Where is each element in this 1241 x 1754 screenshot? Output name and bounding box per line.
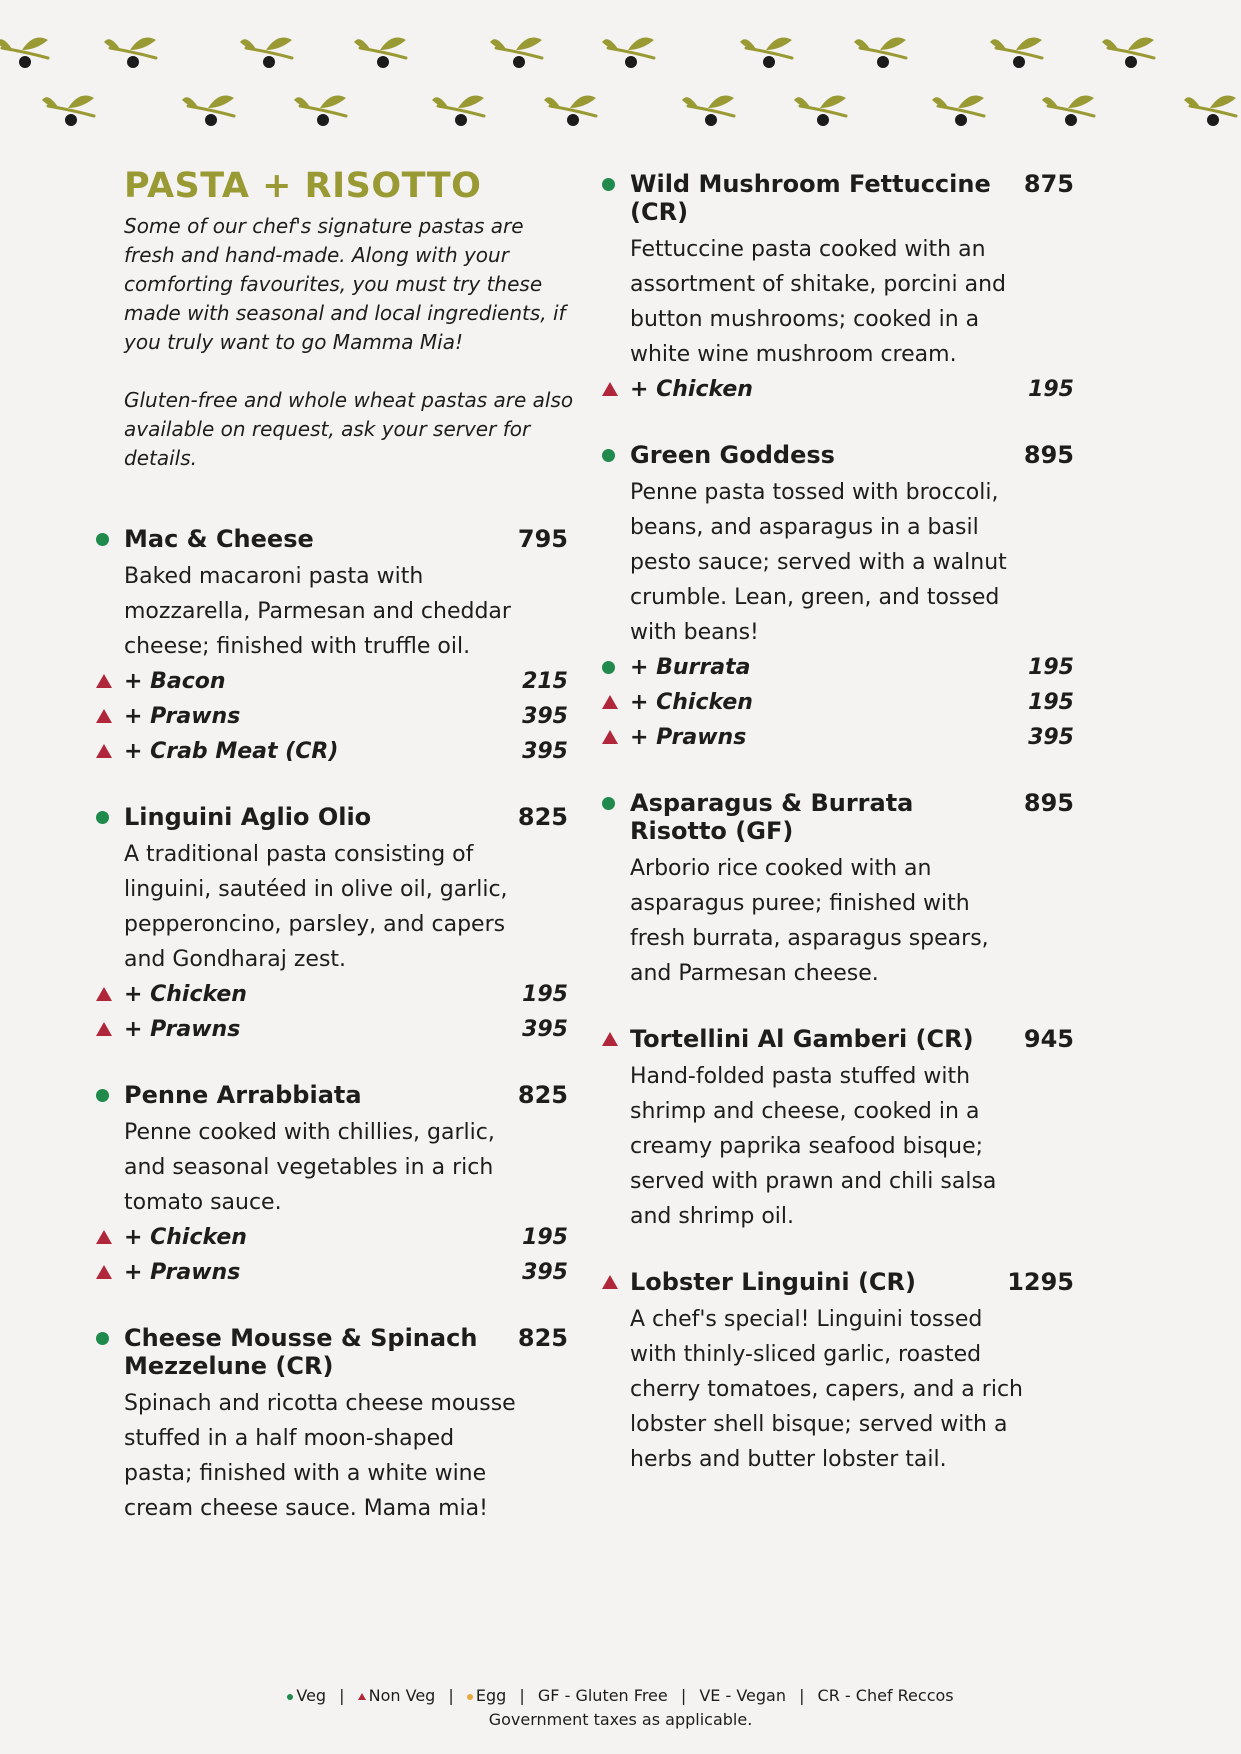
menu-item-price: 795 bbox=[517, 525, 568, 553]
menu-item-header bbox=[630, 1268, 1080, 1296]
addon-name: + Chicken bbox=[124, 982, 247, 1007]
olive-sprig-icon bbox=[432, 96, 484, 126]
menu-item-price: 1295 bbox=[1007, 1268, 1074, 1296]
veg-dot-icon bbox=[602, 449, 615, 462]
olive-sprig-icon bbox=[240, 38, 292, 68]
addon-price: 195 bbox=[1028, 690, 1074, 715]
olive-sprig-icon bbox=[1042, 96, 1094, 126]
addon-row bbox=[96, 664, 574, 699]
olive-sprig-icon bbox=[1102, 38, 1154, 68]
menu-item-name: Asparagus & Burrata Risotto (GF) bbox=[630, 789, 914, 845]
veg-dot-icon bbox=[96, 1089, 109, 1102]
legend-cr: CR - Chef Reccos bbox=[817, 1686, 954, 1705]
menu-item-price: 825 bbox=[517, 1324, 568, 1352]
menu-item-description: Fettuccine pasta cooked with an assortment of shitake, porcini and button mushrooms; cooked in a white wine mushroom cream. bbox=[630, 237, 1006, 367]
menu-item-header bbox=[124, 525, 574, 553]
addon-name: + Chicken bbox=[630, 377, 753, 402]
menu-item-description: Baked macaroni pasta with mozzarella, Parmesan and cheddar cheese; finished with truffle oil. bbox=[124, 564, 511, 659]
divider: | bbox=[339, 1686, 345, 1705]
nonveg-triangle-icon bbox=[96, 744, 112, 758]
olive-sprig-icon bbox=[740, 38, 792, 68]
addon-price: 395 bbox=[522, 1017, 568, 1042]
olive-sprig-icon bbox=[602, 38, 654, 68]
menu-item-header bbox=[630, 1025, 1080, 1053]
menu-item-description: Penne pasta tossed with broccoli, beans, and asparagus in a basil pesto sauce; served with a walnut crumble. Lean, green, and tossed with beans! bbox=[630, 480, 1007, 645]
olive-sprig-icon bbox=[544, 96, 596, 126]
menu-item bbox=[602, 170, 1080, 407]
addon-name: + Chicken bbox=[124, 1225, 247, 1250]
veg-dot-icon bbox=[96, 533, 109, 546]
menu-column-left bbox=[96, 166, 574, 1560]
menu-item-price: 945 bbox=[1023, 1025, 1074, 1053]
menu-item-name: Cheese Mousse & Spinach Mezzelune (CR) bbox=[124, 1324, 478, 1380]
veg-dot-icon bbox=[602, 178, 615, 191]
addon-row bbox=[96, 977, 574, 1012]
olive-sprig-icon bbox=[990, 38, 1042, 68]
olive-sprig-icon bbox=[354, 38, 406, 68]
menu-item-description: Hand-folded pasta stuffed with shrimp and cheese, cooked in a creamy paprika seafood bisque; served with prawn and chili salsa and shrimp oil. bbox=[630, 1064, 997, 1229]
addon-row bbox=[96, 1255, 574, 1290]
addon-price: 195 bbox=[1028, 377, 1074, 402]
legend-gf: GF - Gluten Free bbox=[537, 1686, 668, 1705]
addon-row bbox=[96, 1220, 574, 1255]
menu-item bbox=[602, 789, 1080, 991]
menu-item-price: 825 bbox=[517, 1081, 568, 1109]
menu-item bbox=[96, 525, 574, 769]
addon-price: 195 bbox=[522, 1225, 568, 1250]
veg-dot-icon bbox=[602, 661, 615, 674]
menu-item-description: A traditional pasta consisting of linguini, sautéed in olive oil, garlic, pepperoncino, parsley, and capers and Gondharaj zest. bbox=[124, 842, 508, 972]
addon-name: + Chicken bbox=[630, 690, 753, 715]
addon-row bbox=[602, 685, 1080, 720]
nonveg-triangle-icon bbox=[602, 1032, 618, 1046]
menu-item bbox=[602, 1268, 1080, 1477]
menu-item-name: Linguini Aglio Olio bbox=[124, 803, 372, 831]
nonveg-triangle-icon bbox=[96, 674, 112, 688]
olive-sprig-icon bbox=[182, 96, 234, 126]
nonveg-triangle-icon bbox=[96, 1230, 112, 1244]
olive-sprig-icon bbox=[682, 96, 734, 126]
menu-item-header bbox=[124, 1324, 574, 1380]
legend-nonveg: Non Veg bbox=[358, 1684, 436, 1708]
menu-item-header bbox=[630, 441, 1080, 469]
menu-item bbox=[602, 1025, 1080, 1234]
nonveg-triangle-icon bbox=[96, 1265, 112, 1279]
menu-item-name: Tortellini Al Gamberi (CR) bbox=[630, 1025, 974, 1053]
divider: | bbox=[680, 1686, 687, 1705]
egg-dot-icon bbox=[467, 1694, 473, 1700]
olive-sprig-icon bbox=[42, 96, 94, 126]
addon-price: 195 bbox=[522, 982, 568, 1007]
section-intro: Some of our chef's signature pastas are fresh and hand-made. Along with your comforting favourites, you must try these made with seasonal and local ingredients, if you truly want to go Mamma Mia! bbox=[124, 214, 566, 354]
menu-item-description: A chef's special! Linguini tossed with thinly-sliced garlic, roasted cherry tomatoes, capers, and a rich lobster shell bisque; served with a herbs and butter lobster tail. bbox=[630, 1307, 1023, 1472]
veg-dot-icon bbox=[96, 811, 109, 824]
olive-sprig-icon bbox=[104, 38, 156, 68]
menu-item-name: Mac & Cheese bbox=[124, 525, 314, 553]
dietary-legend bbox=[0, 1684, 1241, 1732]
veg-dot-icon bbox=[602, 797, 615, 810]
olive-sprig-icon bbox=[854, 38, 906, 68]
olive-sprig-icon bbox=[1184, 96, 1236, 126]
menu-item-description: Arborio rice cooked with an asparagus puree; finished with fresh burrata, asparagus spears, and Parmesan cheese. bbox=[630, 856, 989, 986]
legend-ve: VE - Vegan bbox=[699, 1686, 786, 1705]
section-title: PASTA + RISOTTO bbox=[124, 166, 482, 206]
addon-row bbox=[602, 720, 1080, 755]
menu-item-header bbox=[630, 789, 1080, 845]
menu-item-price: 825 bbox=[517, 803, 568, 831]
section-note: Gluten-free and whole wheat pastas are also available on request, ask your server for details. bbox=[124, 388, 574, 470]
olive-sprig-icon bbox=[294, 96, 346, 126]
addon-price: 215 bbox=[522, 669, 568, 694]
nonveg-triangle-icon bbox=[96, 709, 112, 723]
olive-sprig-icon bbox=[794, 96, 846, 126]
veg-dot-icon bbox=[96, 1332, 109, 1345]
addon-row bbox=[96, 1012, 574, 1047]
addon-row bbox=[602, 650, 1080, 685]
addon-name: + Burrata bbox=[630, 655, 751, 680]
addon-price: 395 bbox=[522, 704, 568, 729]
menu-item bbox=[96, 1081, 574, 1290]
addon-name: + Prawns bbox=[124, 704, 241, 729]
addon-name: + Crab Meat (CR) bbox=[124, 739, 339, 764]
addon-row bbox=[96, 699, 574, 734]
addon-row bbox=[96, 734, 574, 769]
addon-row bbox=[602, 372, 1080, 407]
menu-item-name: Lobster Linguini (CR) bbox=[630, 1268, 916, 1296]
menu-item-description: Spinach and ricotta cheese mousse stuffed in a half moon-shaped pasta; finished with a white wine cream cheese sauce. Mama mia! bbox=[124, 1391, 516, 1521]
addon-price: 195 bbox=[1028, 655, 1074, 680]
olive-sprig-icon bbox=[932, 96, 984, 126]
menu-item-name: Green Goddess bbox=[630, 441, 835, 469]
menu-item bbox=[96, 803, 574, 1047]
menu-item-header bbox=[124, 803, 574, 831]
nonveg-triangle-icon bbox=[602, 730, 618, 744]
addon-name: + Prawns bbox=[630, 725, 747, 750]
menu-item-name: Wild Mushroom Fettuccine (CR) bbox=[630, 170, 991, 226]
olive-sprig-icon bbox=[490, 38, 542, 68]
menu-item bbox=[602, 441, 1080, 755]
legend-egg: Egg bbox=[467, 1684, 506, 1708]
menu-column-right bbox=[602, 170, 1080, 1511]
menu-items-left bbox=[96, 525, 574, 1526]
legend-row bbox=[0, 1684, 1241, 1708]
divider: | bbox=[799, 1686, 805, 1705]
menu-items-right bbox=[602, 170, 1080, 1477]
menu-item-header bbox=[630, 170, 1080, 226]
menu-item-price: 895 bbox=[1023, 789, 1074, 817]
menu-item-price: 895 bbox=[1023, 441, 1074, 469]
addon-name: + Bacon bbox=[124, 669, 226, 694]
nonveg-triangle-icon bbox=[602, 1275, 618, 1289]
menu-item-price: 875 bbox=[1023, 170, 1074, 198]
addon-price: 395 bbox=[522, 1260, 568, 1285]
addon-price: 395 bbox=[522, 739, 568, 764]
nonveg-triangle-icon bbox=[602, 695, 618, 709]
nonveg-triangle-icon bbox=[96, 987, 112, 1001]
divider: | bbox=[448, 1686, 454, 1705]
addon-name: + Prawns bbox=[124, 1260, 241, 1285]
menu-item-description: Penne cooked with chillies, garlic, and seasonal vegetables in a rich tomato sauce. bbox=[124, 1120, 495, 1215]
addon-price: 395 bbox=[1028, 725, 1074, 750]
olive-sprig-icon bbox=[0, 38, 48, 68]
nonveg-triangle-icon bbox=[96, 1022, 112, 1036]
veg-dot-icon bbox=[287, 1694, 293, 1700]
legend-veg: Veg bbox=[287, 1684, 326, 1708]
menu-item-header bbox=[124, 1081, 574, 1109]
taxes-note: Government taxes as applicable. bbox=[488, 1710, 753, 1729]
nonveg-triangle-icon bbox=[358, 1693, 366, 1700]
divider: | bbox=[519, 1686, 525, 1705]
nonveg-triangle-icon bbox=[602, 382, 618, 396]
olive-branch-border bbox=[0, 0, 1241, 150]
menu-item-name: Penne Arrabbiata bbox=[124, 1081, 362, 1109]
addon-name: + Prawns bbox=[124, 1017, 241, 1042]
menu-item bbox=[96, 1324, 574, 1526]
